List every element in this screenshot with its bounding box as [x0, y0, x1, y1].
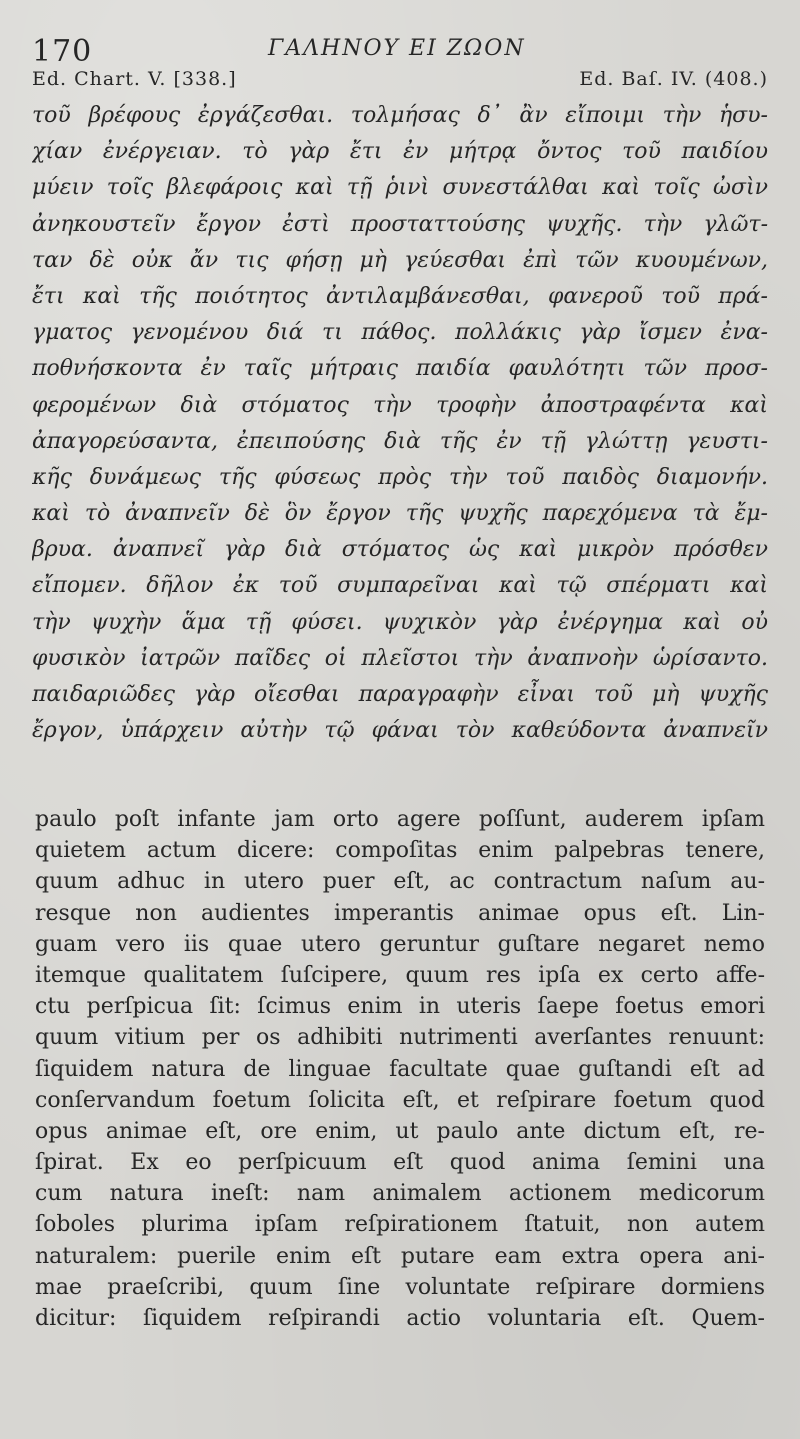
greek-line: φυσικὸν ἰατρῶν παῖδες οἱ πλεῖστοι τὴν ἀναπνοὴν ὡρίσαντο. — [32, 645, 768, 671]
latin-line: cum natura ineſt: nam animalem actionem medicorum — [35, 1181, 765, 1207]
latin-line: quietem actum dicere: compoſitas enim palpebras tenere, — [35, 838, 765, 864]
latin-line: quum adhuc in utero puer eſt, ac contractum naſum au- — [35, 869, 765, 895]
greek-line: τοῦ βρέφους ἐργάζεσθαι. τολμήσας δ᾽ ἂν εἴποιμι τὴν ἡσυ- — [32, 103, 768, 128]
greek-line: κῆς δυνάμεως τῆς φύσεως πρὸς τὴν τοῦ παιδὸς διαμονήν. — [32, 464, 768, 490]
edition-references — [32, 68, 768, 96]
greek-line: βρυα. ἀναπνεῖ γὰρ διὰ στόματος ὡς καὶ μικρὸν πρόσθεν — [32, 537, 768, 563]
latin-line: conſervandum foetum ſolicita eſt, et reſpirare foetum quod — [35, 1087, 765, 1113]
greek-line: φερομένων διὰ στόματος τὴν τροφὴν ἀποστραφέντα καὶ — [32, 392, 768, 418]
greek-line: ποθνήσκοντα ἐν ταῖς μήτραις παιδία φαυλότητι τῶν προσ- — [32, 356, 768, 382]
latin-line: opus animae eſt, ore enim, ut paulo ante dictum eſt, re- — [35, 1118, 765, 1144]
greek-line: μύειν τοῖς βλεφάροις καὶ τῇ ῥινὶ συνεστάλθαι καὶ τοῖς ὠσὶν — [32, 175, 768, 201]
greek-line: καὶ τὸ ἀναπνεῖν δὲ ὃν ἔργον τῆς ψυχῆς παρεχόμενα τὰ ἔμ- — [32, 501, 768, 527]
greek-line: ἀνηκουστεῖν ἔργον ἐστὶ προσταττούσης ψυχῆς. τὴν γλῶτ- — [32, 211, 768, 237]
greek-line: παιδαριῶδες γὰρ οἴεσθαι παραγραφὴν εἶναι τοῦ μὴ ψυχῆς — [32, 682, 768, 707]
running-title: ΓΑΛΗΝΟΥ ΕΙ ΖΩΟΝ — [268, 36, 526, 61]
latin-line: mae praeſcribi, quum ſine voluntate reſpirare dormiens — [35, 1274, 765, 1300]
latin-line: naturalem: puerile enim eſt putare eam extra opera ani- — [35, 1243, 765, 1269]
latin-line: dicitur: ſiquidem reſpirandi actio voluntaria eſt. Quem- — [35, 1306, 765, 1331]
latin-line: ctu perſpicua ſit: ſcimus enim in uteris ſaepe foetus emori — [35, 994, 765, 1020]
latin-line: ſiquidem natura de linguae facultate quae guſtandi eſt ad — [35, 1056, 765, 1082]
greek-line: ἔτι καὶ τῆς ποιότητος ἀντιλαμβάνεσθαι, φανεροῦ τοῦ πρά- — [32, 283, 768, 309]
latin-line: resque non audientes imperantis animae opus eſt. Lin- — [35, 900, 765, 926]
latin-line: paulo poſt infante jam orto agere poſſunt, auderem ipſam — [35, 807, 765, 832]
greek-text-block — [32, 98, 768, 749]
greek-line: ταν δὲ οὐκ ἄν τις φήσῃ μὴ γεύεσθαι ἐπὶ τῶν κυουμένων, — [32, 247, 768, 273]
latin-line: itemque qualitatem ſuſcipere, quum res ipſa ex certo affe- — [35, 962, 765, 988]
latin-text-block — [35, 804, 765, 1334]
latin-line: ſpirat. Ex eo perſpicuum eſt quod anima ſemini una — [35, 1150, 765, 1176]
edition-reference-basel: Ed. Baſ. IV. (408.) — [579, 68, 768, 90]
latin-line: ſoboles plurima ipſam reſpirationem ſtatuit, non autem — [35, 1212, 765, 1238]
greek-line: ἀπαγορεύσαντα, ἐπειπούσης διὰ τῆς ἐν τῇ γλώττῃ γευστι- — [32, 428, 768, 454]
latin-line: quum vitium per os adhibiti nutrimenti averſantes renuunt: — [35, 1025, 765, 1051]
edition-reference-chartier: Ed. Chart. V. [338.] — [32, 68, 237, 90]
greek-line: τὴν ψυχὴν ἅμα τῇ φύσει. ψυχικὸν γὰρ ἐνέργημα καὶ οὐ — [32, 609, 768, 635]
greek-line: γματος γενομένου διά τι πάθος. πολλάκις γὰρ ἴσμεν ἐνα- — [32, 320, 768, 346]
greek-line: ἔργον, ὑπάρχειν αὐτὴν τῷ φάναι τὸν καθεύδοντα ἀναπνεῖν — [32, 718, 768, 744]
page-number: 170 — [32, 34, 93, 69]
greek-line: χίαν ἐνέργειαν. τὸ γὰρ ἔτι ἐν μήτρᾳ ὄντος τοῦ παιδίου — [32, 139, 768, 165]
greek-line: εἴπομεν. δῆλον ἐκ τοῦ συμπαρεῖναι καὶ τῷ σπέρματι καὶ — [32, 573, 768, 599]
latin-line: guam vero iis quae utero geruntur guſtare negaret nemo — [35, 931, 765, 957]
